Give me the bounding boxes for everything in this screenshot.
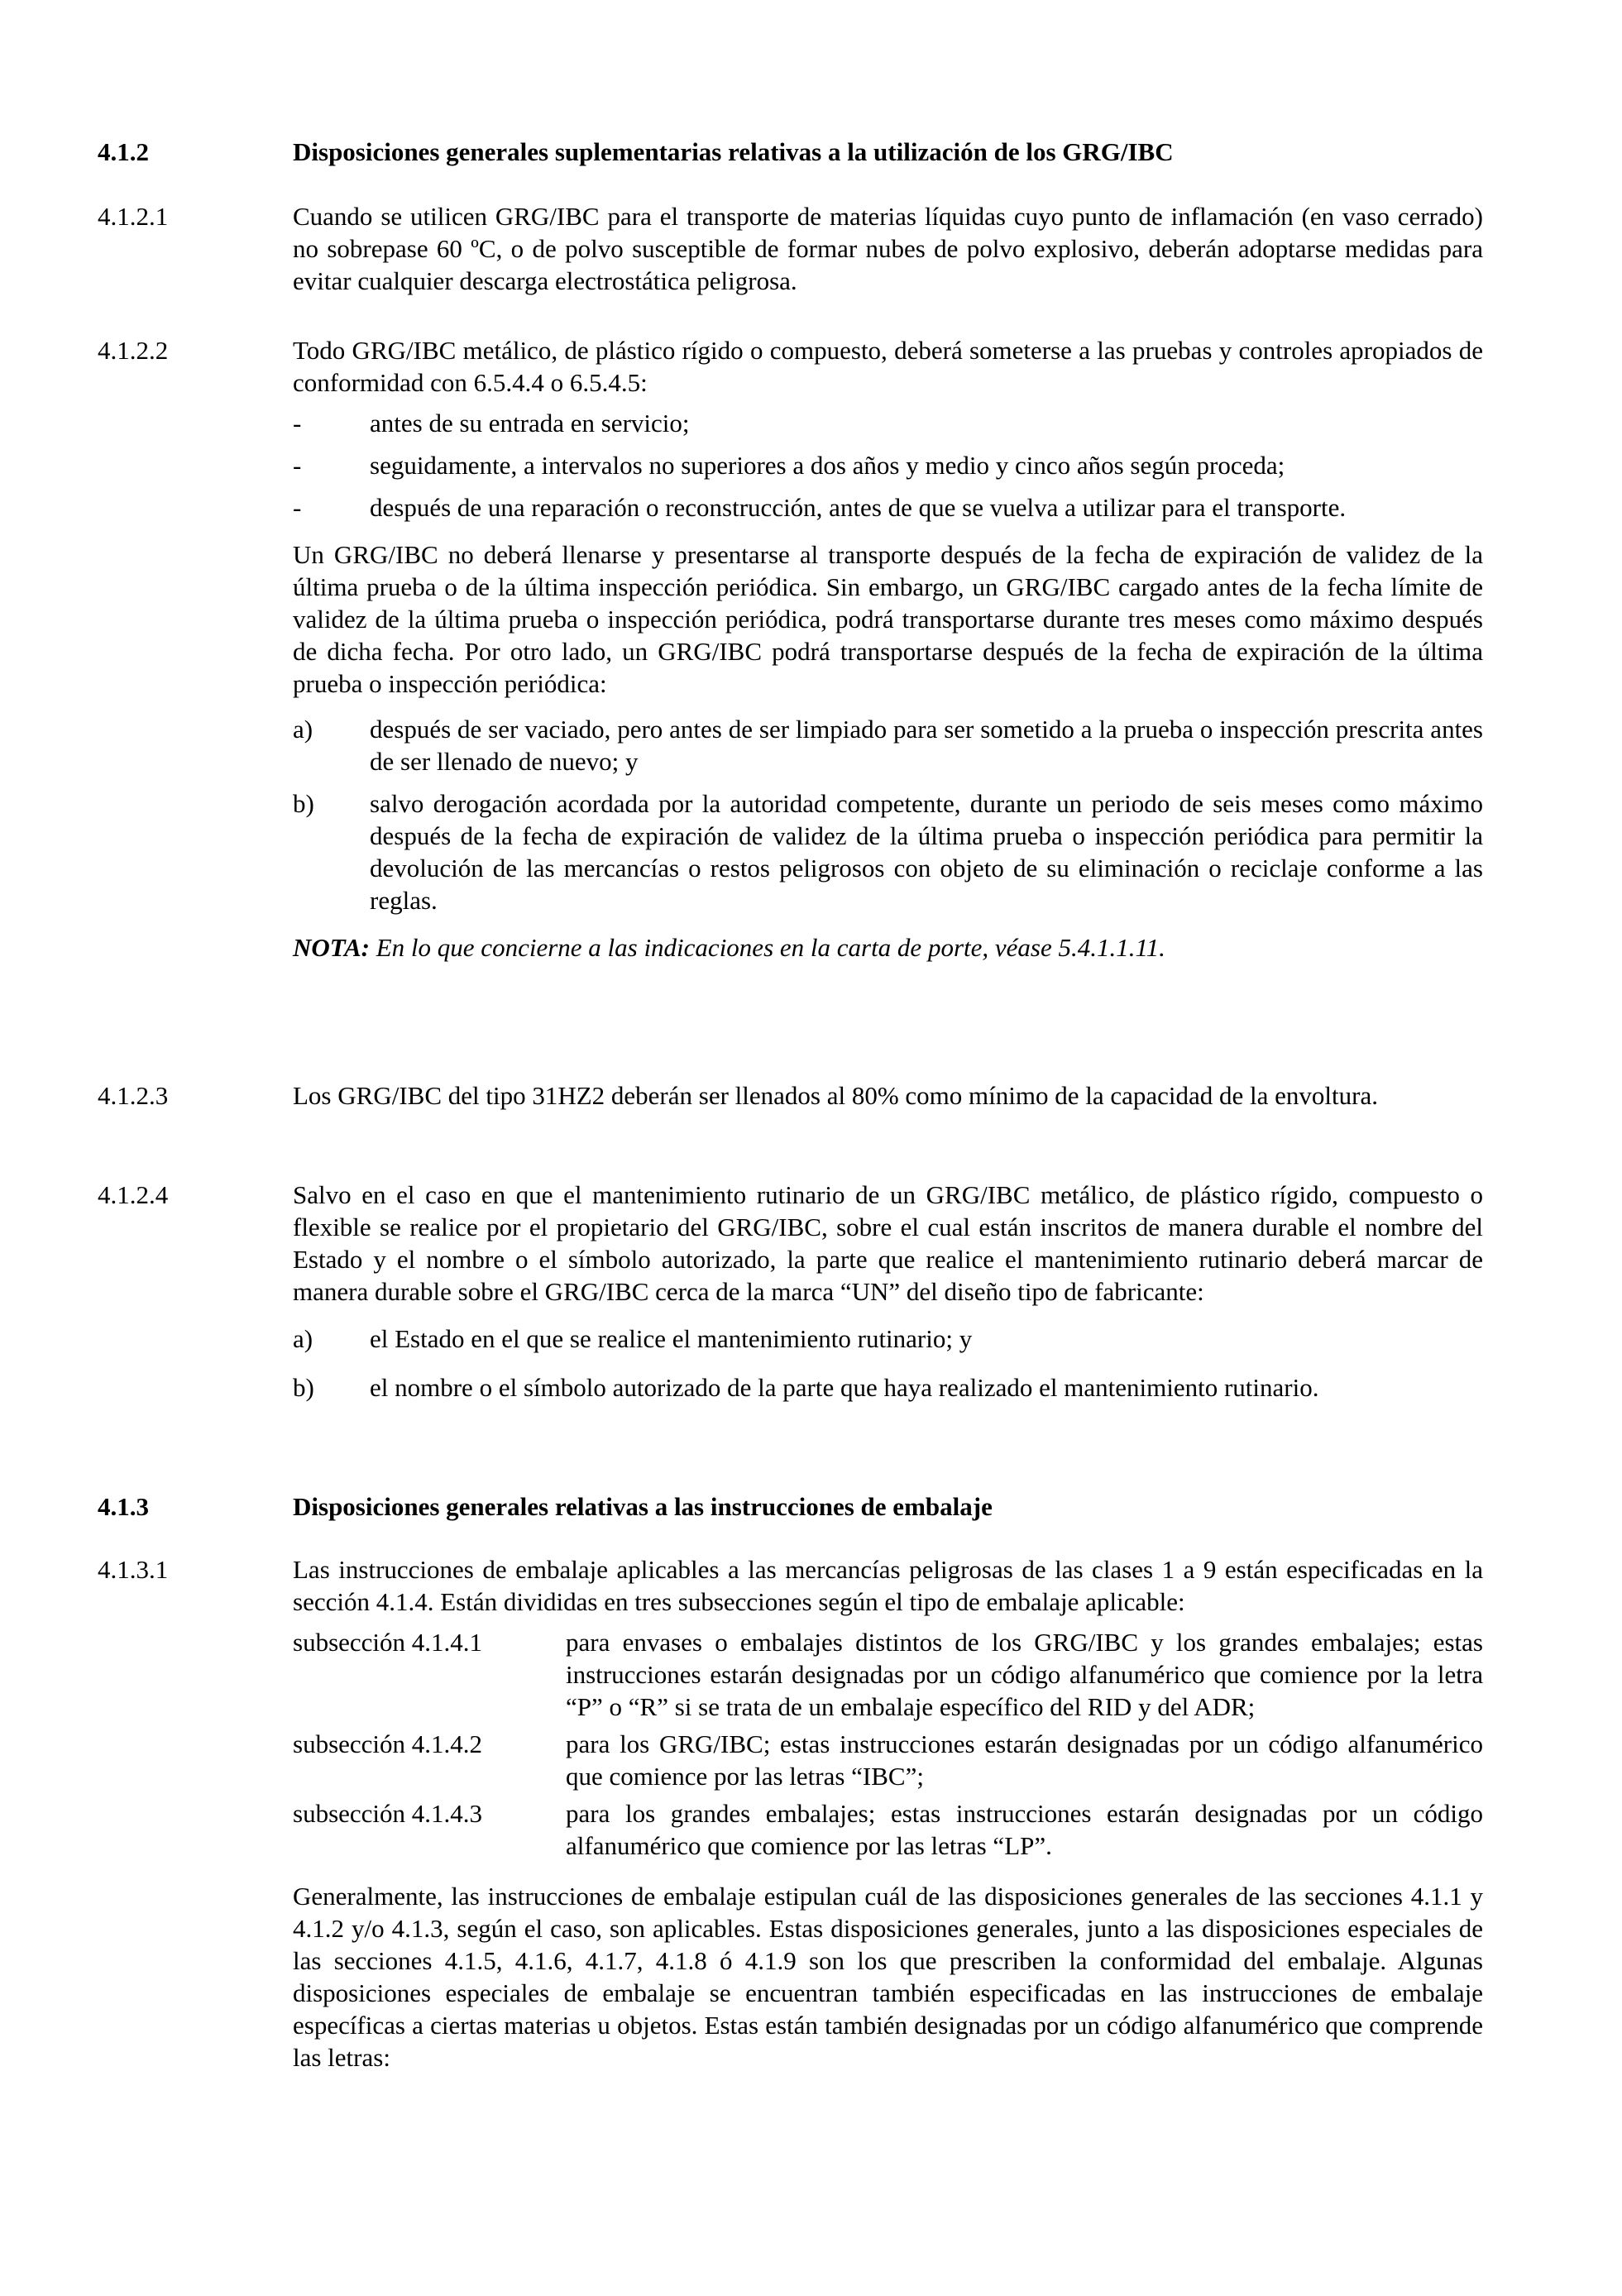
list-item-text: después de ser vaciado, pero antes de ser limpiado para ser sometido a la prueba o inspección prescrita antes de ser llenado de nuevo; y [370, 715, 1483, 776]
clause-4-1-2-4 [98, 1179, 1483, 1404]
dash-item-text: antes de su entrada en servicio; [370, 409, 690, 438]
list-item-b [293, 1371, 1483, 1404]
clause-number: 4.1.2.1 [98, 202, 169, 231]
alpha-list [293, 713, 1483, 916]
clause-4-1-2-2 [98, 334, 1483, 964]
dash-marker: - [293, 493, 302, 522]
subsection-label: subsección 4.1.4.3 [293, 1799, 483, 1828]
list-marker: a) [293, 715, 313, 744]
dash-item [293, 491, 1483, 524]
section-4-1-2-heading [98, 136, 1483, 168]
clause-number: 4.1.3.1 [98, 1555, 169, 1584]
subsection-item [293, 1626, 1483, 1723]
list-item-b [293, 787, 1483, 916]
list-marker: b) [293, 789, 314, 818]
dash-marker: - [293, 409, 302, 438]
clause-paragraph: Generalmente, las instrucciones de embalaje estipulan cuál de las disposiciones generales de las secciones 4.1.1 y 4.1.2 y/o 4.1.3, según el caso, son aplicables. Estas disposiciones generales, junto a las disposiciones especiales de las secciones 4.1.5, 4.1.6, 4.1.7, 4.1.8 ó 4.1.9 son los que prescriben la conformidad del embalaje. Algunas disposiciones especiales de embalaje se encuentran también especificadas en las instrucciones de embalaje específicas a ciertas materias u objetos. Estas están también designadas por un código alfanumérico que comprende las letras: [293, 1882, 1483, 2072]
list-item-text: el Estado en el que se realice el mantenimiento rutinario; y [370, 1324, 973, 1353]
subsection-list [293, 1626, 1483, 1862]
dash-marker: - [293, 451, 302, 480]
clause-text: Los GRG/IBC del tipo 31HZ2 deberán ser llenados al 80% como mínimo de la capacidad de la envoltura. [293, 1081, 1378, 1110]
list-marker: a) [293, 1324, 313, 1353]
clause-number: 4.1.2.2 [98, 336, 169, 365]
subsection-text: para envases o embalajes distintos de los GRG/IBC y los grandes embalajes; estas instrucciones estarán designadas por un código alfanumérico que comience por la letra “P” o “R” si se trata de un embalaje específico del RID y del ADR; [566, 1628, 1483, 1721]
dash-item [293, 407, 1483, 439]
dash-item [293, 449, 1483, 481]
clause-text: Salvo en el caso en que el mantenimiento rutinario de un GRG/IBC metálico, de plástico rígido, compuesto o flexible se realice por el propietario del GRG/IBC, sobre el cual están inscritos de manera durable el nombre del Estado y el nombre o el símbolo autorizado, la parte que realice el mantenimiento rutinario deberá marcar de manera durable sobre el GRG/IBC cerca de la marca “UN” del diseño tipo de fabricante: [293, 1180, 1483, 1306]
alpha-list [293, 1323, 1483, 1404]
section-number: 4.1.3 [98, 1492, 149, 1521]
dash-list [293, 407, 1483, 524]
clause-number: 4.1.2.4 [98, 1180, 169, 1209]
section-title: Disposiciones generales suplementarias relativas a la utilización de los GRG/IBC [293, 137, 1174, 166]
dash-item-text: después de una reparación o reconstrucción, antes de que se vuelva a utilizar para el transporte. [370, 493, 1347, 522]
note-label: NOTA: [293, 933, 370, 962]
clause-4-1-2-3 [98, 1079, 1483, 1112]
list-item-a [293, 1323, 1483, 1355]
clause-intro: Todo GRG/IBC metálico, de plástico rígido o compuesto, deberá someterse a las pruebas y controles apropiados de conformidad con 6.5.4.4 o 6.5.4.5: [293, 336, 1483, 397]
note [293, 931, 1483, 964]
list-item-a [293, 713, 1483, 777]
list-marker: b) [293, 1373, 314, 1402]
clause-intro: Las instrucciones de embalaje aplicables a las mercancías peligrosas de las clases 1 a 9 están especificadas en la sección 4.1.4. Están divididas en tres subsecciones según el tipo de embalaje aplicable: [293, 1555, 1483, 1616]
section-title: Disposiciones generales relativas a las instrucciones de embalaje [293, 1492, 993, 1521]
clause-paragraph: Un GRG/IBC no deberá llenarse y presentarse al transporte después de la fecha de expiración de validez de la última prueba o de la última inspección periódica. Sin embargo, un GRG/IBC cargado antes de la fecha límite de validez de la última prueba o inspección periódica, podrá transportarse durante tres meses como máximo después de dicha fecha. Por otro lado, un GRG/IBC podrá transportarse después de la fecha de expiración de la última prueba o inspección periódica: [293, 540, 1483, 698]
clause-4-1-3-1 [98, 1553, 1483, 2074]
subsection-item [293, 1728, 1483, 1792]
section-number: 4.1.2 [98, 137, 149, 166]
section-4-1-3-heading [98, 1490, 1483, 1523]
clause-4-1-2-1 [98, 200, 1483, 297]
dash-item-text: seguidamente, a intervalos no superiores a dos años y medio y cinco años según proceda; [370, 451, 1285, 480]
note-text: En lo que concierne a las indicaciones en la carta de porte, véase 5.4.1.1.11. [376, 933, 1165, 962]
list-item-text: el nombre o el símbolo autorizado de la parte que haya realizado el mantenimiento rutinario. [370, 1373, 1319, 1402]
subsection-label: subsección 4.1.4.2 [293, 1729, 483, 1758]
subsection-item [293, 1797, 1483, 1862]
subsection-label: subsección 4.1.4.1 [293, 1628, 483, 1657]
subsection-text: para los GRG/IBC; estas instrucciones estarán designadas por un código alfanumérico que comience por las letras “IBC”; [566, 1729, 1483, 1791]
list-item-text: salvo derogación acordada por la autoridad competente, durante un periodo de seis meses como máximo después de la fecha de expiración de validez de la última prueba o inspección periódica para permitir la devolución de las mercancías o restos peligrosos con objeto de su eliminación o reciclaje conforme a las reglas. [370, 789, 1483, 915]
clause-number: 4.1.2.3 [98, 1081, 169, 1110]
clause-text: Cuando se utilicen GRG/IBC para el transporte de materias líquidas cuyo punto de inflamación (en vaso cerrado) no sobrepase 60 ºC, o de polvo susceptible de formar nubes de polvo explosivo, deberán adoptarse medidas para evitar cualquier descarga electrostática peligrosa. [293, 202, 1483, 295]
subsection-text: para los grandes embalajes; estas instrucciones estarán designadas por un código alfanumérico que comience por las letras “LP”. [566, 1799, 1483, 1860]
